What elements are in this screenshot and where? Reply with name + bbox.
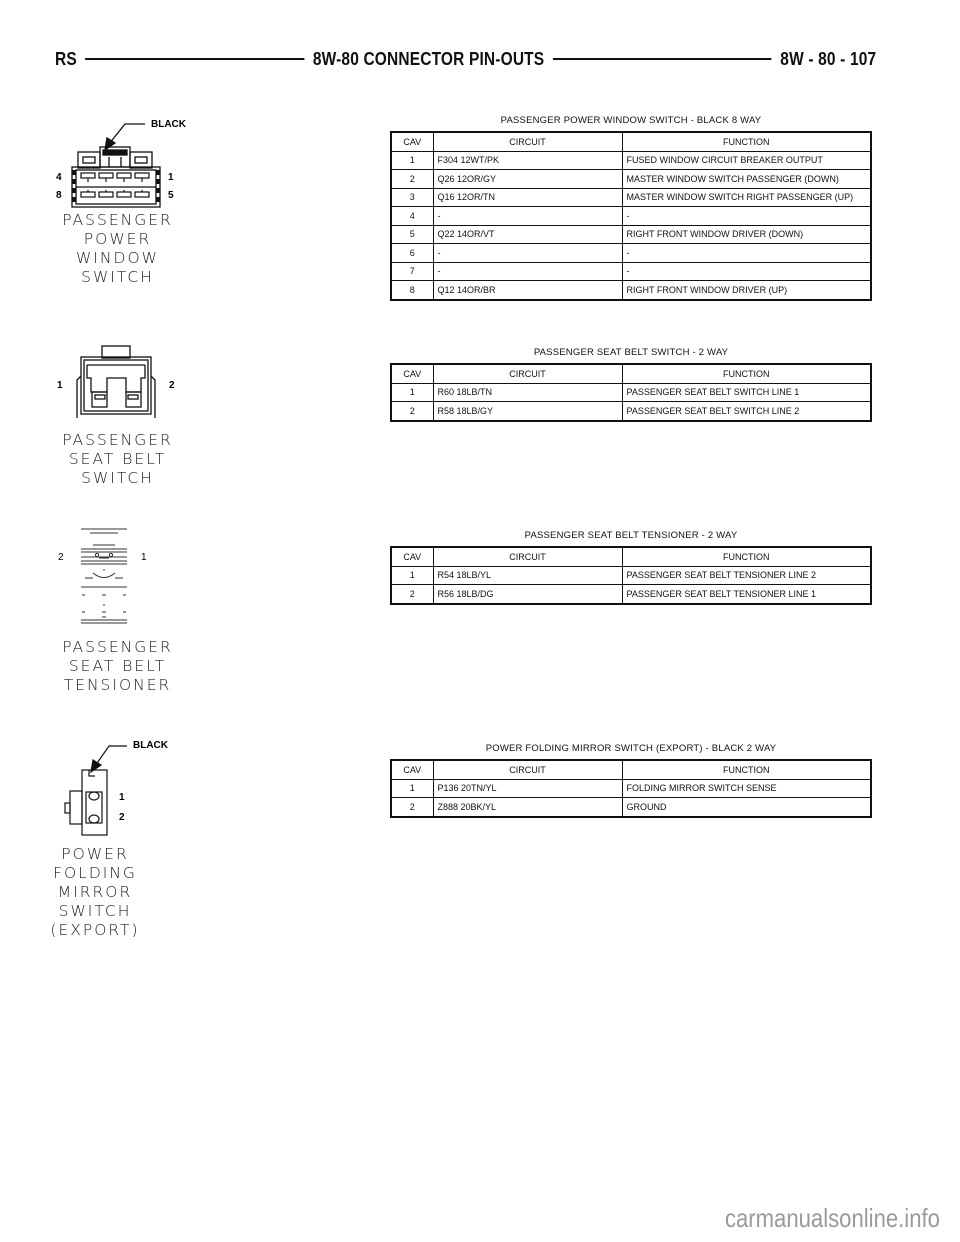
svg-text:2: 2 xyxy=(58,552,64,563)
table-title: PASSENGER SEAT BELT TENSIONER - 2 WAY xyxy=(524,530,738,541)
col-function: FUNCTION xyxy=(622,760,871,779)
header-title: 8W-80 CONNECTOR PIN-OUTS xyxy=(312,48,545,69)
watermark[interactable]: carmanualsonline.info xyxy=(725,1203,940,1233)
table-row: 2 R58 18LB/GY PASSENGER SEAT BELT SWITCH LINE 2 xyxy=(391,402,871,421)
connector-table-power-window-switch xyxy=(390,114,872,301)
table-header-row xyxy=(391,760,871,779)
table-row: 1 F304 12WT/PK FUSED WINDOW CIRCUIT BREAKER OUTPUT xyxy=(391,151,871,170)
col-function: FUNCTION xyxy=(622,132,871,151)
connector-tensioner-icon xyxy=(45,520,205,625)
power-folding-mirror-switch-diagram xyxy=(45,738,205,940)
table-row: 3 Q16 12OR/TN MASTER WINDOW SWITCH RIGHT PASSENGER (UP) xyxy=(391,188,871,207)
col-function: FUNCTION xyxy=(622,364,871,383)
connector-label: PASSENGER SEAT BELT SWITCH xyxy=(62,431,173,487)
table-row: 8 Q12 14OR/BR RIGHT FRONT WINDOW DRIVER (UP) xyxy=(391,281,871,300)
header-rule xyxy=(85,58,304,60)
svg-text:1: 1 xyxy=(119,792,125,803)
svg-text:4: 4 xyxy=(56,172,62,183)
header-rule xyxy=(553,58,772,60)
header-page-number: 8W - 80 - 107 xyxy=(780,48,877,69)
header-left: RS xyxy=(55,48,77,69)
table-row: 2 R56 18LB/DG PASSENGER SEAT BELT TENSIONER LINE 1 xyxy=(391,585,871,604)
pinout-table xyxy=(390,131,872,301)
connector-table-seat-belt-switch xyxy=(390,346,872,422)
svg-text:1: 1 xyxy=(168,172,174,183)
table-header-row xyxy=(391,547,871,566)
table-row: 1 R54 18LB/YL PASSENGER SEAT BELT TENSIONER LINE 2 xyxy=(391,566,871,585)
connector-table-seat-belt-tensioner xyxy=(390,529,872,605)
connector-label: PASSENGER POWER WINDOW SWITCH xyxy=(62,211,173,286)
table-title: PASSENGER SEAT BELT SWITCH - 2 WAY xyxy=(533,347,729,358)
connector-label: PASSENGER SEAT BELT TENSIONER xyxy=(62,638,173,694)
connector-label: POWER FOLDING MIRROR SWITCH (EXPORT) xyxy=(50,845,140,939)
table-row: 7 - - xyxy=(391,262,871,281)
color-callout-black: BLACK xyxy=(151,119,186,130)
table-row: 6 - - xyxy=(391,244,871,263)
seat-belt-switch-diagram xyxy=(45,340,205,488)
svg-text:1: 1 xyxy=(141,552,147,563)
power-window-switch-diagram xyxy=(45,110,205,287)
table-header-row xyxy=(391,364,871,383)
table-row: 4 - - xyxy=(391,207,871,226)
svg-text:8: 8 xyxy=(56,190,62,201)
col-circuit: CIRCUIT xyxy=(433,760,622,779)
svg-text:5: 5 xyxy=(168,190,174,201)
col-cav: CAV xyxy=(391,547,433,566)
col-cav: CAV xyxy=(391,364,433,383)
col-circuit: CIRCUIT xyxy=(433,364,622,383)
color-callout-black: BLACK xyxy=(133,740,168,751)
connector-table-power-folding-mirror-switch xyxy=(390,742,872,818)
table-title: PASSENGER POWER WINDOW SWITCH - BLACK 8 WAY xyxy=(500,115,762,126)
table-row: 1 R60 18LB/TN PASSENGER SEAT BELT SWITCH LINE 1 xyxy=(391,383,871,402)
table-row: 5 Q22 14OR/VT RIGHT FRONT WINDOW DRIVER (DOWN) xyxy=(391,225,871,244)
svg-text:1: 1 xyxy=(57,380,63,391)
pinout-table xyxy=(390,363,872,422)
table-row: 1 P136 20TN/YL FOLDING MIRROR SWITCH SENSE xyxy=(391,779,871,798)
table-row: 2 Q26 12OR/GY MASTER WINDOW SWITCH PASSENGER (DOWN) xyxy=(391,170,871,189)
svg-text:2: 2 xyxy=(119,812,125,823)
connector-2way-icon xyxy=(45,340,205,428)
table-header-row xyxy=(391,132,871,151)
col-circuit: CIRCUIT xyxy=(433,132,622,151)
pinout-table xyxy=(390,546,872,605)
table-row: 2 Z888 20BK/YL GROUND xyxy=(391,798,871,817)
pinout-table xyxy=(390,759,872,818)
seat-belt-tensioner-diagram xyxy=(45,520,205,695)
col-function: FUNCTION xyxy=(622,547,871,566)
col-cav: CAV xyxy=(391,132,433,151)
svg-text:2: 2 xyxy=(169,380,175,391)
connector-mirror-switch-icon xyxy=(45,738,205,838)
page-header xyxy=(55,48,876,70)
col-circuit: CIRCUIT xyxy=(433,547,622,566)
table-title: POWER FOLDING MIRROR SWITCH (EXPORT) - BLACK 2 WAY xyxy=(485,743,777,754)
connector-8way-icon xyxy=(45,110,205,210)
col-cav: CAV xyxy=(391,760,433,779)
